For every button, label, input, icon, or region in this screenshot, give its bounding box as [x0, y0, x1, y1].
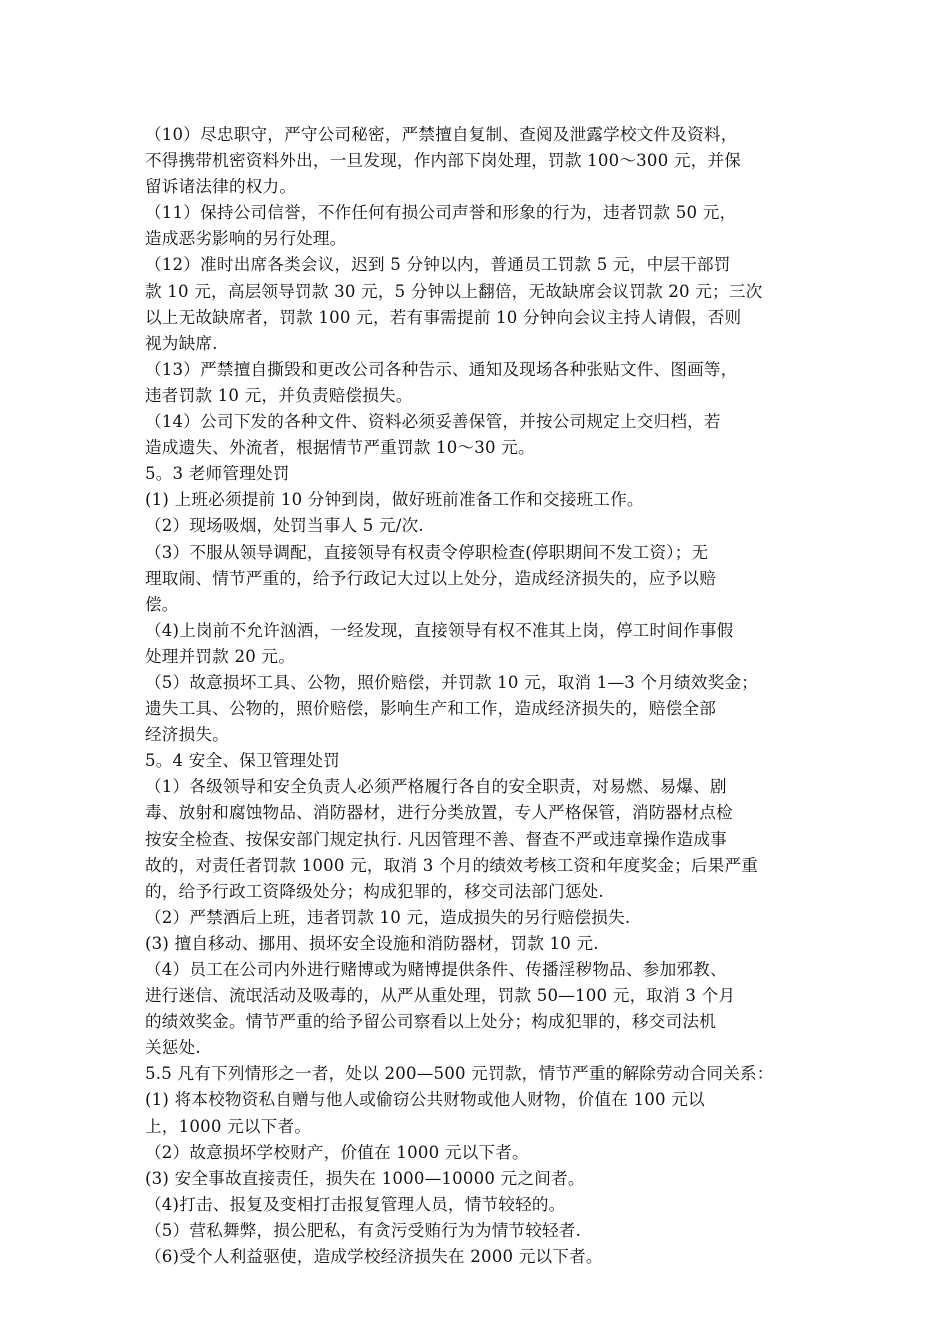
- penalty-item-4: （4)打击、报复及变相打击报复管理人员，情节较轻的。: [145, 1194, 566, 1214]
- teacher-item-3: （3）不服从领导调配，直接领导有权责令停职检查(停职期间不发工资）；无 理取闹、情节严重的，给予行政记大过以上处分，造成经济损失的，应予以赔 偿。: [145, 542, 716, 614]
- teacher-item-4: （4)上岗前不允许汹酒，一经发现，直接领导有权不准其上岗，停工时间作事假 处理并罚款 20 元。: [145, 620, 734, 666]
- penalty-item-6: （6)受个人利益驱使，造成学校经济损失在 2000 元以下者。: [145, 1247, 603, 1267]
- paragraph-10: （10）尽忠职守，严守公司秘密，严禁擅自复制、查阅及泄露学校文件及资料， 不得携带机密资料外出，一旦发现，作内部下岗处理，罚款 100～300 元，并保 留诉诸法律的权力。: [145, 125, 742, 197]
- safety-item-2: （2）严禁酒后上班，违者罚款 10 元，造成损失的另行赔偿损失.: [145, 907, 631, 927]
- paragraph-11: （11）保持公司信誉，不作任何有损公司声誉和形象的行为，违者罚款 50 元， 造成恶劣影响的另行处理。: [145, 203, 737, 249]
- safety-item-3: (3) 擅自移动、挪用、损坏安全设施和消防器材，罚款 10 元.: [145, 933, 599, 953]
- paragraph-13: （13）严禁擅自撕毁和更改公司各种告示、通知及现场各种张贴文件、图画等， 违者罚款 10 元，并负责赔偿损失。: [145, 359, 738, 405]
- paragraph-12: （12）准时出席各类会议，迟到 5 分钟以内，普通员工罚款 5 元，中层干部罚 款 10 元，高层领导罚款 30 元，5 分钟以上翻倍，无故缺席会议罚款 20 元；三次 以上无故缺席者，罚款 100 元，若有事需提前 10 分钟向会议主持人请假，否则 视为缺席.: [145, 255, 763, 353]
- teacher-item-1: (1) 上班必须提前 10 分钟到岗，做好班前准备工作和交接班工作。: [145, 490, 644, 510]
- section-heading-5-4: 5。4 安全、保卫管理处罚: [145, 751, 340, 771]
- document-body: [145, 122, 817, 1270]
- teacher-item-2: （2）现场吸烟，处罚当事人 5 元/次.: [145, 516, 424, 536]
- penalty-item-1: (1) 将本校物资私自赠与他人或偷窃公共财物或他人财物，价值在 100 元以 上，1000 元以下者。: [145, 1090, 705, 1136]
- section-heading-5-3: 5。3 老师管理处罚: [145, 464, 290, 484]
- section-heading-5-5: 5.5 凡有下列情形之一者，处以 200—500 元罚款，情节严重的解除劳动合同关系：: [145, 1064, 774, 1084]
- safety-item-4: （4）员工在公司内外进行赌博或为赌博提供条件、传播淫秽物品、参加邪教、 进行迷信、流氓活动及吸毒的，从严从重处理，罚款 50—100 元，取消 3 个月 的绩效奖金。情节严重的给予留公司察看以上处分；构成犯罪的，移交司法机 关惩处.: [145, 960, 736, 1058]
- paragraph-14: （14）公司下发的各种文件、资料必须妥善保管，并按公司规定上交归档，若 造成遗失、外流者，根据情节严重罚款 10～30 元。: [145, 412, 721, 458]
- penalty-item-3: (3) 安全事故直接责任，损失在 1000—10000 元之间者。: [145, 1168, 585, 1188]
- teacher-item-5: （5）故意损坏工具、公物，照价赔偿，并罚款 10 元，取消 1—3 个月绩效奖金； 遗失工具、公物的，照价赔偿，影响生产和工作，造成经济损失的，赔偿全部 经济损失。: [145, 672, 759, 745]
- penalty-item-2: （2）故意损坏学校财产，价值在 1000 元以下者。: [145, 1142, 529, 1162]
- penalty-item-5: （5）营私舞弊，损公肥私，有贪污受贿行为为情节较轻者.: [145, 1220, 582, 1240]
- safety-item-1: （1）各级领导和安全负责人必须严格履行各自的安全职责，对易燃、易爆、剧 毒、放射和腐蚀物品、消防器材，进行分类放置，专人严格保管，消防器材点检 按安全检查、按保安部门规定执行. 凡因管理不善、督查不严或违章操作造成事 故的，对责任者罚款 1000 元，取消 3 个月的绩效考核工资和年度奖金；后果严重 的，给予行政工资降级处分；构成犯罪的，移交司法部门惩处.: [145, 777, 759, 901]
